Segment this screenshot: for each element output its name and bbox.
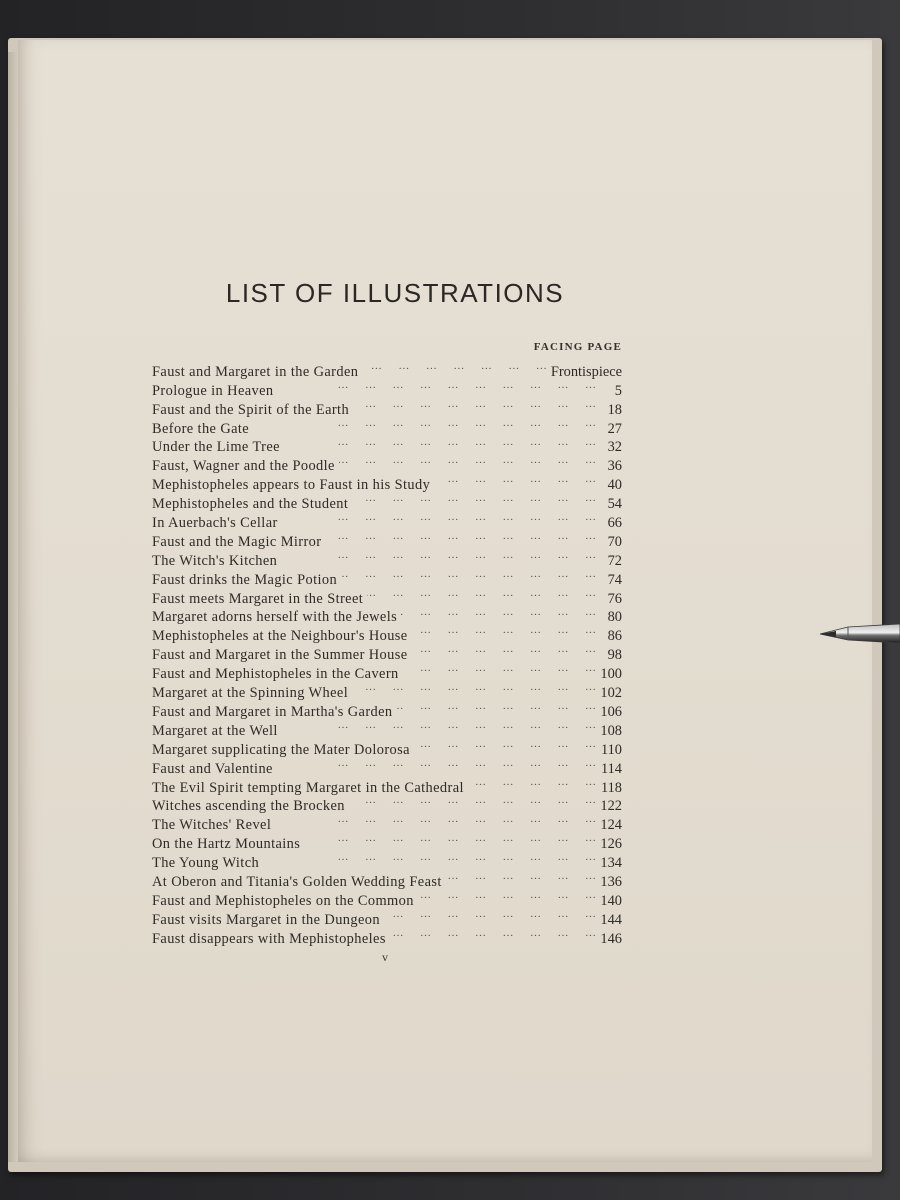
illustration-title: Witches ascending the Brocken bbox=[152, 798, 345, 815]
page-number: v bbox=[382, 950, 388, 964]
illustration-title: At Oberon and Titania's Golden Wedding Feast bbox=[152, 873, 442, 890]
dot-leader bbox=[349, 791, 596, 810]
facing-page-number: 98 bbox=[607, 647, 622, 664]
dot-leader bbox=[418, 886, 596, 905]
dot-leader bbox=[282, 508, 596, 527]
dot-leader bbox=[304, 829, 596, 848]
facing-page-number: 118 bbox=[600, 779, 622, 796]
illustration-title: Under the Lime Tree bbox=[152, 439, 280, 456]
facing-page-number: 18 bbox=[607, 401, 622, 418]
facing-page-number: 136 bbox=[600, 873, 622, 890]
dot-leader bbox=[384, 905, 596, 924]
illustration-title: In Auerbach's Cellar bbox=[152, 515, 278, 532]
illustration-title: Faust and Mephistopheles on the Common bbox=[152, 892, 414, 909]
dot-leader bbox=[353, 395, 596, 414]
facing-page-number: 80 bbox=[607, 609, 622, 626]
illustration-title: The Young Witch bbox=[152, 855, 260, 872]
illustration-title: Faust, Wagner and the Poodle bbox=[152, 458, 335, 475]
illustration-title: The Witch's Kitchen bbox=[152, 552, 278, 569]
dot-leader bbox=[263, 848, 596, 867]
facing-page-number: 124 bbox=[600, 817, 622, 834]
dot-leader bbox=[434, 470, 596, 489]
illustration-title: Mephistopheles and the Student bbox=[152, 496, 349, 513]
illustration-title: Before the Gate bbox=[152, 420, 250, 437]
illustration-title: Faust and Margaret in Martha's Garden bbox=[152, 703, 393, 720]
dot-leader bbox=[325, 527, 596, 546]
illustration-title: The Evil Spirit tempting Margaret in the Cathedral bbox=[152, 779, 464, 796]
facing-page-number: 72 bbox=[607, 552, 622, 569]
facing-page-number: 114 bbox=[600, 760, 622, 777]
page-title: LIST OF ILLUSTRATIONS bbox=[225, 278, 565, 308]
facing-page-number: 108 bbox=[600, 722, 622, 739]
dot-leader bbox=[397, 697, 596, 716]
facing-page-number: 140 bbox=[600, 892, 622, 909]
dot-leader bbox=[253, 414, 596, 433]
facing-page-number: 76 bbox=[607, 590, 622, 607]
illustration-title: Faust and Mephistopheles in the Cavern bbox=[152, 666, 399, 683]
dot-leader bbox=[446, 867, 596, 886]
dot-leader bbox=[367, 584, 596, 603]
facing-page-number: 40 bbox=[607, 477, 622, 494]
illustration-title: Margaret at the Spinning Wheel bbox=[152, 685, 349, 702]
facing-page-number: 32 bbox=[607, 439, 622, 456]
facing-page-number: 122 bbox=[600, 798, 622, 815]
illustration-title: Faust and the Spirit of the Earth bbox=[152, 401, 350, 418]
dot-leader bbox=[412, 621, 596, 640]
illustration-title: Faust drinks the Magic Potion bbox=[152, 571, 338, 588]
illustration-title: Mephistopheles at the Neighbour's House bbox=[152, 628, 408, 645]
facing-page-number: 86 bbox=[607, 628, 622, 645]
illustration-title: Faust and Margaret in the Garden bbox=[152, 363, 359, 380]
dot-leader bbox=[275, 810, 596, 829]
facing-page-number: 144 bbox=[600, 911, 622, 928]
dot-leader bbox=[339, 451, 596, 470]
illustration-title: The Witches' Revel bbox=[152, 817, 272, 834]
illustration-title: Faust meets Margaret in the Street bbox=[152, 590, 364, 607]
dot-leader bbox=[277, 754, 596, 773]
facing-page-number: 66 bbox=[607, 515, 622, 532]
dot-leader bbox=[362, 357, 547, 376]
facing-page-number: 70 bbox=[607, 533, 622, 550]
dot-leader bbox=[341, 565, 596, 584]
list-item bbox=[152, 357, 622, 380]
pen-nib-icon bbox=[818, 618, 900, 648]
facing-page-number: Frontispiece bbox=[550, 363, 622, 380]
illustration-title: Faust and Margaret in the Summer House bbox=[152, 647, 408, 664]
dot-leader bbox=[414, 735, 596, 754]
dot-leader bbox=[282, 716, 596, 735]
illustration-list bbox=[152, 357, 622, 947]
illustration-title: Margaret at the Well bbox=[152, 722, 278, 739]
illustration-title: Faust visits Margaret in the Dungeon bbox=[152, 911, 380, 928]
dot-leader bbox=[401, 603, 596, 622]
dot-leader bbox=[352, 489, 596, 508]
facing-page-number: 27 bbox=[607, 420, 622, 437]
dot-leader bbox=[352, 678, 596, 697]
facing-page-number: 146 bbox=[600, 930, 622, 947]
dot-leader bbox=[390, 924, 596, 943]
illustration-title: Faust and the Magic Mirror bbox=[152, 533, 322, 550]
facing-page-number: 5 bbox=[614, 382, 622, 399]
facing-page-number: 110 bbox=[600, 741, 622, 758]
dot-leader bbox=[284, 433, 596, 452]
column-header: FACING PAGE bbox=[533, 341, 622, 353]
dot-leader bbox=[281, 546, 596, 565]
illustration-title: Prologue in Heaven bbox=[152, 382, 274, 399]
illustration-title: Faust disappears with Mephistopheles bbox=[152, 930, 386, 947]
facing-page-number: 102 bbox=[600, 685, 622, 702]
illustration-title: Mephistopheles appears to Faust in his Study bbox=[152, 477, 431, 494]
facing-page-number: 106 bbox=[600, 703, 622, 720]
facing-page-number: 54 bbox=[607, 496, 622, 513]
dot-leader bbox=[278, 376, 597, 395]
illustration-title: Faust and Valentine bbox=[152, 760, 273, 777]
illustration-title: On the Hartz Mountains bbox=[152, 836, 301, 853]
facing-page-number: 36 bbox=[607, 458, 622, 475]
illustration-title: Margaret adorns herself with the Jewels bbox=[152, 609, 398, 626]
facing-page-number: 134 bbox=[600, 855, 622, 872]
illustration-title: Margaret supplicating the Mater Dolorosa bbox=[152, 741, 410, 758]
facing-page-number: 100 bbox=[600, 666, 622, 683]
dot-leader bbox=[412, 640, 596, 659]
facing-page-number: 74 bbox=[607, 571, 622, 588]
dot-leader bbox=[403, 659, 596, 678]
facing-page-number: 126 bbox=[600, 836, 622, 853]
dot-leader bbox=[468, 773, 596, 792]
